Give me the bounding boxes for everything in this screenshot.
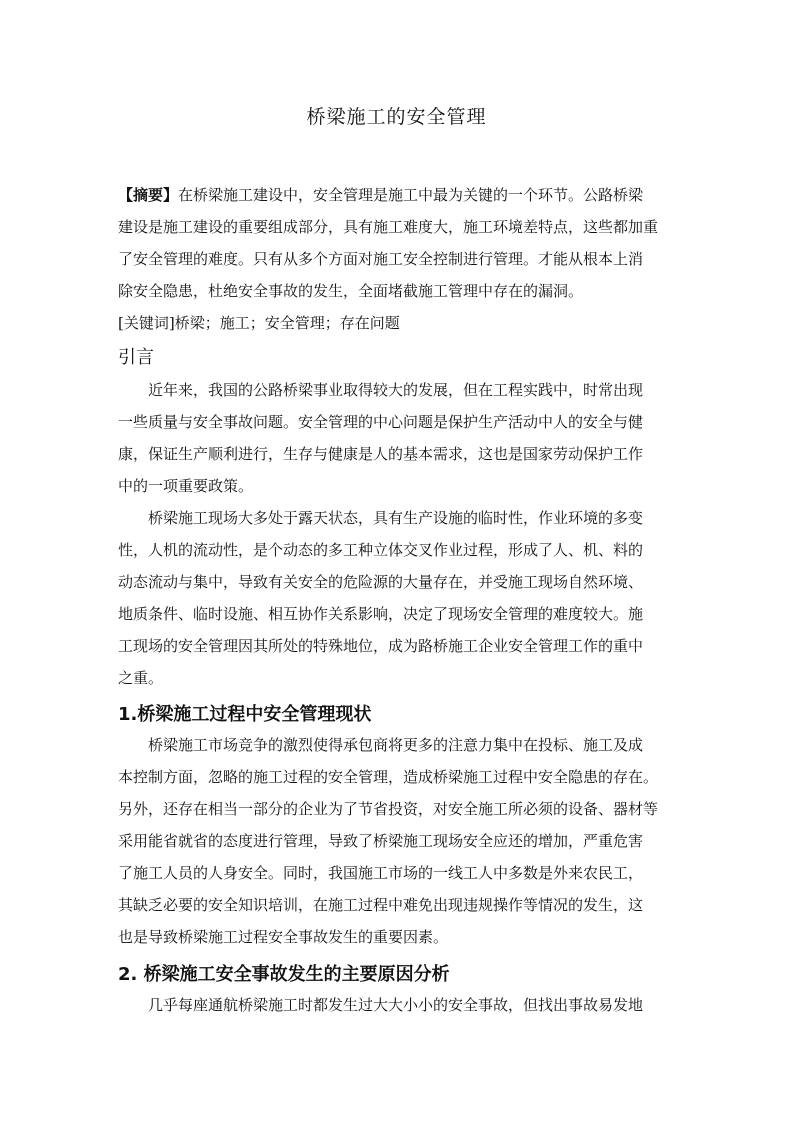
paragraph-line: 中的一项重要政策。 (118, 477, 254, 495)
paragraph-line: 康，保证生产顺利进行，生存与健康是人的基本需求，这也是国家劳动保护工作 (118, 445, 644, 463)
document-title: 桥梁施工的安全管理 (306, 106, 487, 128)
section-1-heading: 1.桥梁施工过程中安全管理现状 (118, 704, 372, 725)
paragraph-line: 几乎每座通航桥梁施工时都发生过大大小小的安全事故，但找出事故易发地 (148, 996, 644, 1014)
paragraph-line: 本控制方面，忽略的施工过程的安全管理，造成桥梁施工过程中安全隐患的存在。 (118, 768, 659, 786)
paragraph-line: 另外，还存在相当一部分的企业为了节省投资，对安全施工所必须的设备、器材等 (118, 800, 659, 818)
keywords-label: [关键词] (118, 314, 175, 332)
paragraph-line: 桥梁施工市场竞争的激烈使得承包商将更多的注意力集中在投标、施工及成 (148, 736, 644, 754)
paragraph-line: 近年来，我国的公路桥梁事业取得较大的发展，但在工程实践中，时常出现 (148, 381, 644, 399)
section-2-paragraph (118, 989, 678, 1021)
paragraph-line: 之重。 (118, 669, 164, 687)
abstract-line: 除安全隐患，杜绝安全事故的发生，全面堵截施工管理中存在的漏洞。 (118, 282, 584, 300)
abstract-line: 了安全管理的难度。只有从多个方面对施工安全控制进行管理。才能从根本上消 (118, 250, 644, 268)
section-1-paragraph (118, 729, 678, 953)
abstract-line: 建设是施工建设的重要组成部分，具有施工难度大，施工环境差特点，这些都加重 (118, 218, 659, 236)
paragraph-line: 也是导致桥梁施工过程安全事故发生的重要因素。 (118, 928, 449, 946)
paragraph-line: 工现场的安全管理因其所处的特殊地位，成为路桥施工企业安全管理工作的重中 (118, 637, 644, 655)
paragraph-line: 其缺乏必要的安全知识培训，在施工过程中难免出现违规操作等情况的发生，这 (118, 896, 644, 914)
paragraph-line: 桥梁施工现场大多处于露天状态，具有生产设施的临时性，作业环境的多变 (148, 509, 644, 527)
paragraph-line: 采用能省就省的态度进行管理，导致了桥梁施工现场安全应还的增加，严重危害 (118, 832, 644, 850)
abstract-block (118, 179, 678, 339)
paragraph-line: 地质条件、临时设施、相互协作关系影响，决定了现场安全管理的难度较大。施 (118, 605, 644, 623)
paragraph-line: 了施工人员的人身安全。同时，我国施工市场的一线工人中多数是外来农民工， (118, 864, 644, 882)
keywords-text: 桥梁；施工；安全管理；存在问题 (174, 314, 400, 332)
section-2-heading: 2. 桥梁施工安全事故发生的主要原因分析 (118, 964, 450, 985)
intro-heading: 引言 (118, 347, 154, 368)
intro-paragraph-1 (118, 374, 678, 694)
paragraph-line: 一些质量与安全事故问题。安全管理的中心问题是保护生产活动中人的安全与健 (118, 413, 644, 431)
abstract-label: 【摘要】 (118, 186, 179, 204)
paragraph-line: 动态流动与集中，导致有关安全的危险源的大量存在，并受施工现场自然环境、 (118, 573, 644, 591)
paragraph-line: 性，人机的流动性，是个动态的多工种立体交叉作业过程，形成了人、机、料的 (118, 541, 644, 559)
abstract-line: 在桥梁施工建设中，安全管理是施工中最为关键的一个环节。公路桥梁 (178, 186, 644, 204)
